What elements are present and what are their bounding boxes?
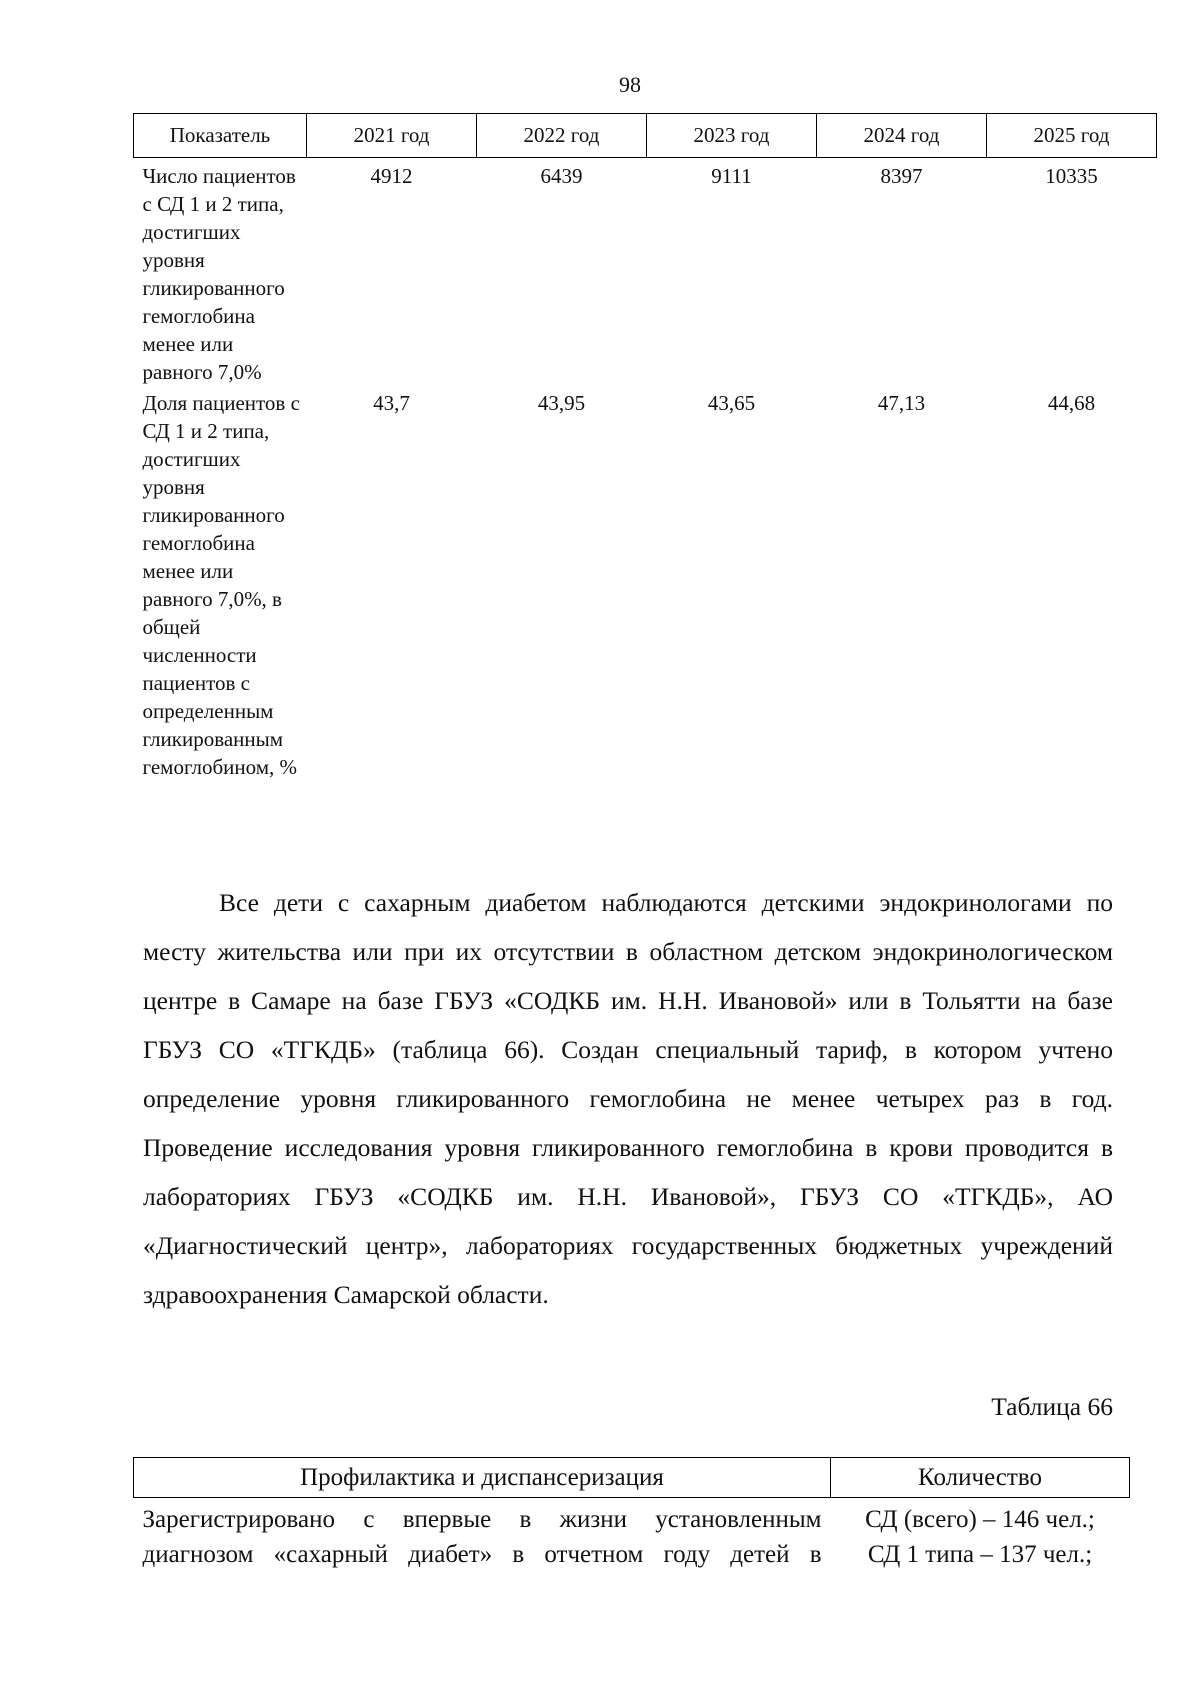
table-row xyxy=(134,158,1157,387)
header-2025: 2025 год xyxy=(986,114,1156,158)
quantity-line: СД 1 типа – 137 чел.; xyxy=(867,1541,1093,1568)
prevention-table-header xyxy=(134,1458,1130,1498)
header-indicator: Показатель xyxy=(134,114,307,158)
cell-value: 44,68 xyxy=(1047,391,1096,415)
table-caption: Таблица 66 xyxy=(991,1392,1113,1421)
row-quantity xyxy=(831,1498,1130,1573)
cell-value: 8397 xyxy=(880,164,923,188)
cell-value: 6439 xyxy=(540,164,583,188)
cell-value: 47,13 xyxy=(877,391,926,415)
row-label: Число пациентов с СД 1 и 2 типа, достигших уровня гликированного гемоглобина менее или равного 7,0% xyxy=(142,164,296,384)
body-paragraph: Все дети с сахарным диабетом наблюдаются детскими эндокринологами по месту жительства или при их отсутствии в областном детском эндокринологическом центре в Самаре на базе ГБУЗ «СОДКБ им. Н.Н. Ивановой» или в Тольятти на базе ГБУЗ СО «ТГКДБ» (таблица 66). Создан специальный тариф, в котором учтено определение уровня гликированного гемоглобина не менее четырех раз в год. Проведение исследования уровня гликированного гемоглобина в крови проводится в лабораториях ГБУЗ «СОДКБ им. Н.Н. Ивановой», ГБУЗ СО «ТГКДБ», АО «Диагностический центр», лабораториях государственных бюджетных учреждений здравоохранения Самарской области. xyxy=(143,888,1113,1309)
quantity-line: СД (всего) – 146 чел.; xyxy=(865,1506,1095,1533)
header-prevention: Профилактика и диспансеризация xyxy=(134,1458,831,1498)
header-2023: 2023 год xyxy=(647,114,817,158)
header-2021: 2021 год xyxy=(307,114,477,158)
header-2022: 2022 год xyxy=(477,114,647,158)
header-2024: 2024 год xyxy=(816,114,986,158)
prevention-table xyxy=(133,1457,1130,1572)
table-row xyxy=(134,386,1157,781)
row-label: Доля пациентов с СД 1 и 2 типа, достигших уровня гликированного гемоглобина менее или равного 7,0%, в общей численности пациентов с определенным гликированным гемоглобином, % xyxy=(142,391,300,779)
table-row xyxy=(134,1498,1130,1573)
description-line: диагнозом «сахарный диабет» в отчетном году детей в xyxy=(142,1541,822,1568)
page-number: 98 xyxy=(619,72,641,97)
cell-value: 43,95 xyxy=(537,391,586,415)
cell-value: 4912 xyxy=(370,164,413,188)
header-quantity: Количество xyxy=(831,1458,1130,1498)
cell-value: 9111 xyxy=(711,164,752,188)
indicators-table xyxy=(133,113,1157,781)
cell-value: 10335 xyxy=(1045,164,1098,188)
indicators-table-header xyxy=(134,114,1157,158)
cell-value: 43,65 xyxy=(707,391,756,415)
cell-value: 43,7 xyxy=(373,391,410,415)
description-line: Зарегистрировано с впервые в жизни установленным xyxy=(142,1506,822,1533)
row-description xyxy=(134,1498,831,1573)
